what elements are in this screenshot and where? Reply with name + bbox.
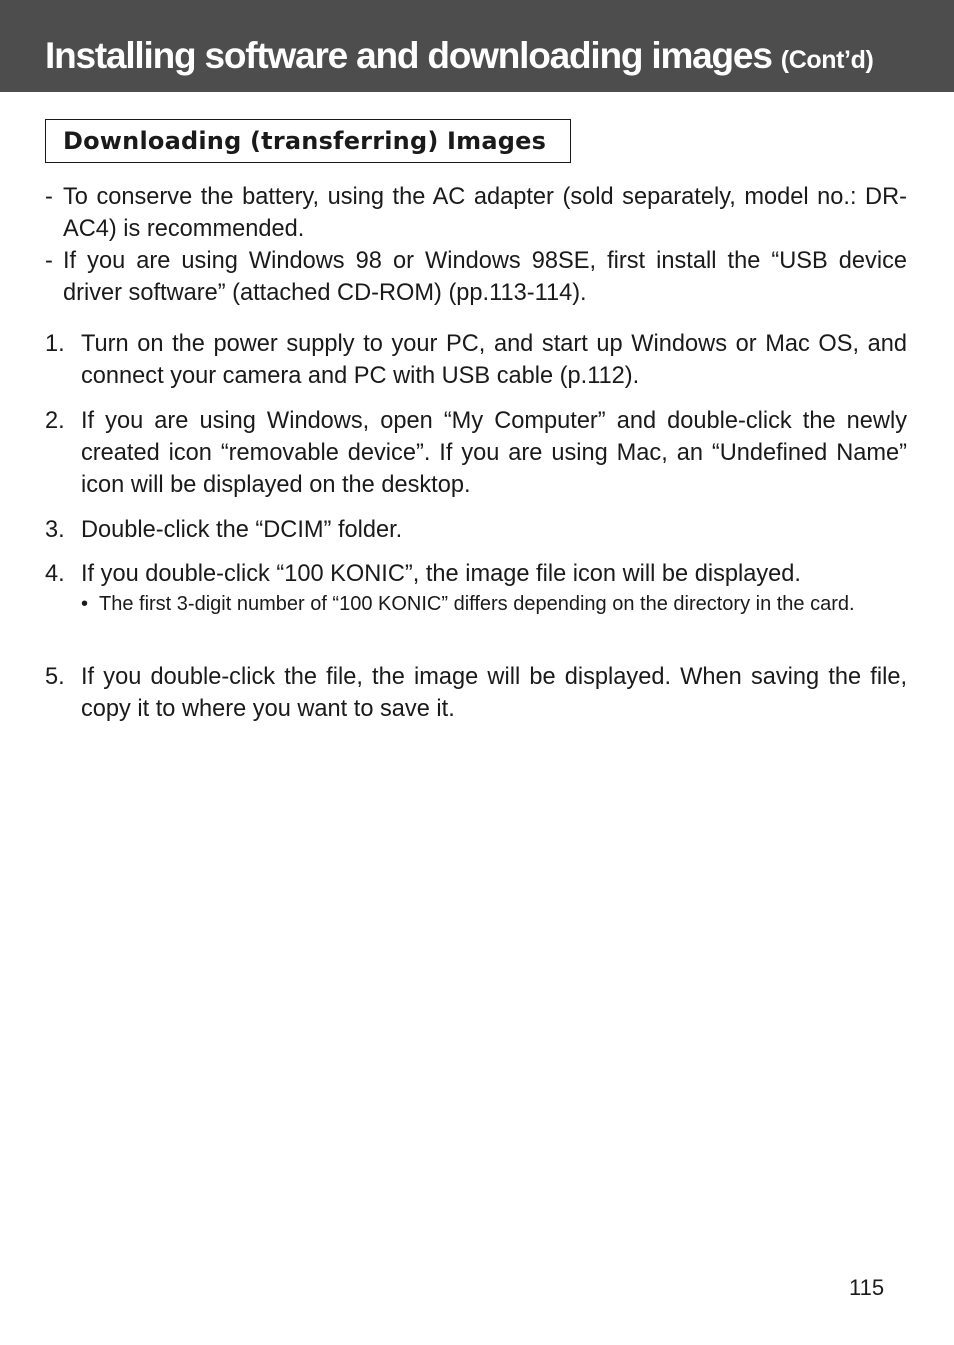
note-text: If you are using Windows 98 or Windows 98SE, first install the “USB device driver software” (attached CD-ROM) (pp.113-114).: [63, 248, 907, 306]
step-item: [45, 661, 907, 725]
step-item: [45, 405, 907, 501]
header-bar: [0, 0, 954, 92]
section-heading: Downloading (transferring) Images: [63, 127, 547, 155]
step-text: If you are using Windows, open “My Computer” and double-click the newly created icon “removable device”. If you are using Mac, an “Undefined Name” icon will be displayed on the desktop.: [81, 408, 907, 498]
step-item: [45, 514, 907, 546]
step-text: If you double-click the file, the image will be displayed. When saving the file, copy it to where you want to save it.: [81, 664, 907, 722]
note-item: [45, 181, 907, 245]
step-text: Turn on the power supply to your PC, and start up Windows or Mac OS, and connect your camera and PC with USB cable (p.112).: [81, 331, 907, 389]
note-dash: -: [45, 184, 53, 210]
step-number: 1.: [45, 331, 65, 357]
step-number: 4.: [45, 561, 65, 587]
step-sub-note: [81, 590, 907, 619]
page-title-suffix: (Cont’d): [780, 46, 874, 74]
note-dash: -: [45, 248, 53, 274]
note-text: To conserve the battery, using the AC adapter (sold separately, model no.: DR-AC4) is recommended.: [63, 184, 907, 242]
page-title: [45, 34, 873, 82]
step-number: 5.: [45, 664, 65, 690]
step-text: Double-click the “DCIM” folder.: [81, 517, 403, 543]
bullet-marker: •: [81, 593, 89, 615]
step-number: 3.: [45, 517, 65, 543]
page-number: 115: [849, 1275, 885, 1300]
step-text: If you double-click “100 KONIC”, the image file icon will be displayed.: [81, 561, 801, 587]
step-item: [45, 558, 907, 590]
sub-note-text: The first 3-digit number of “100 KONIC” differs depending on the directory in the card.: [99, 593, 855, 615]
step-item: [45, 328, 907, 392]
step-number: 2.: [45, 408, 65, 434]
note-item: [45, 245, 907, 309]
page-title-main: Installing software and downloading images: [45, 35, 772, 76]
